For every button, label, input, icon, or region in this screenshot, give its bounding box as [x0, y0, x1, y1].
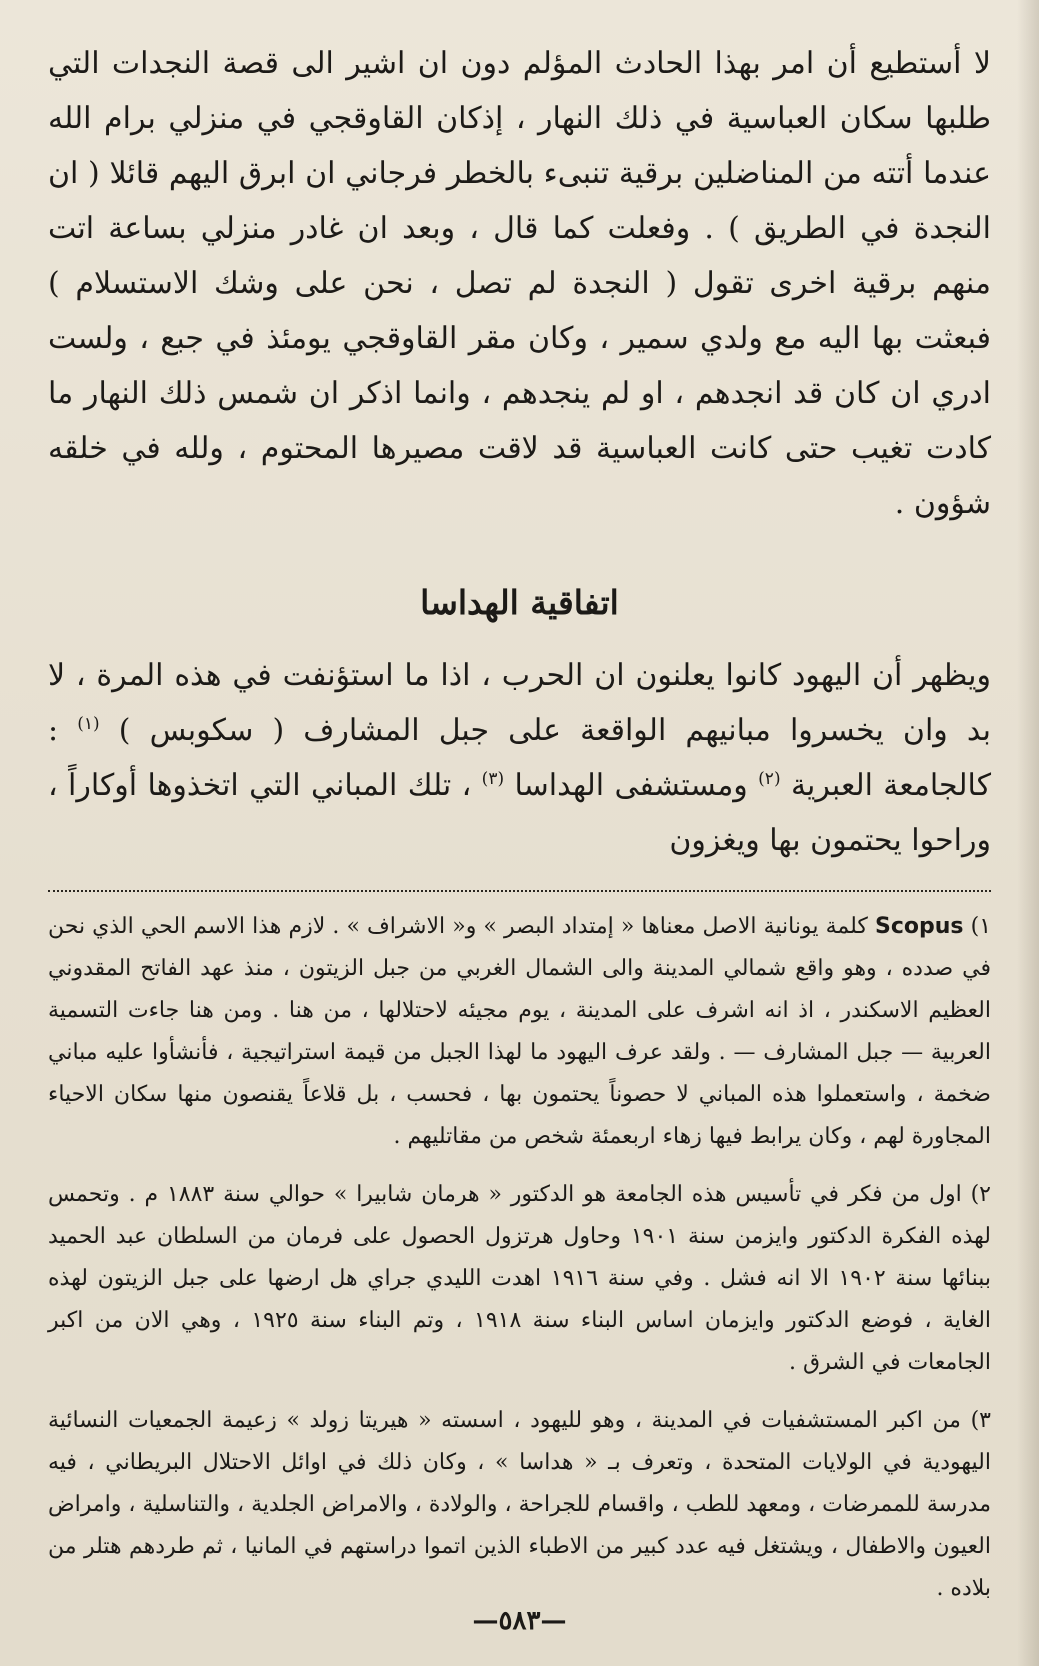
footnote-ref-1: (١) — [77, 714, 100, 734]
footnote-text: كلمة يونانية الاصل معناها « إمتداد البصر » و« الاشراف » . لازم هذا الاسم الحي الذي نحن في صدده ، وهو واقع شمالي المدينة والى الشمال الغربي من جبل الزيتون ، منذ عهد الفاتح المقدوني العظيم الاسكندر ، اذ انه اشرف على المدينة ، يوم مجيئه لاحتلالها ، من هنا . ومن هنا جاءت التسمية العربية — جبل المشارف — . ولقد عرف اليهود ما لهذا الجبل من قيمة استراتيجية ، فأنشأوا عليه مباني ضخمة ، واستعملوا هذه المباني لا حصوناً يحتمون بها ، فحسب ، بل قلاعاً يقنصون منها سكان الاحياء المجاورة لهم ، وكان يرابط فيها زهاء اربعمئة شخص من مقاتليهم . — [48, 914, 991, 1149]
footnote-3: ٣) من اكبر المستشفيات في المدينة ، وهو لليهود ، اسسته « هيريتا زولد » زعيمة الجمعيات النسائية اليهودية في الولايات المتحدة ، وتعرف بـ « هداسا » ، وكان ذلك في اوائل الاحتلال البريطاني ، فيه مدرسة للممرضات ، ومعهد للطب ، واقسام للجراحة ، والولادة ، والامراض الجلدية ، والتناسلية ، وامراض العيون والاطفال ، ويشتغل فيه عدد كبير من الاطباء الذين اتموا دراستهم في المانيا ، ثم طردهم هتلر من بلاده . — [47, 1408, 991, 1601]
footnote-divider — [48, 890, 991, 892]
footnote-1 — [48, 906, 991, 1158]
footnote-ref-3: (٣) — [481, 769, 505, 789]
footnote-2: ٢) اول من فكر في تأسيس هذه الجامعة هو الدكتور « هرمان شابيرا » حوالي سنة ١٨٨٣ م . وتحمس لهذه الفكرة الدكتور وايزمن سنة ١٩٠١ وحاول هرتزول الحصول على فرمان من السلطان عبد الحميد ببنائها سنة ١٩٠٢ الا انه فشل . وفي سنة ١٩١٦ اهدت الليدي جراي هل ارضها على جبل الزيتون لهذه الغاية ، فوضع الدكتور وايزمان اساس البناء سنة ١٩١٨ ، وتم البناء سنة ١٩٢٥ ، وهي الان من اكبر الجامعات في الشرق . — [48, 1182, 992, 1375]
page-number: —٥٨٣— — [472, 1606, 567, 1636]
body-paragraph: لا أستطيع أن امر بهذا الحادث المؤلم دون ان اشير الى قصة النجدات التي طلبها سكان العباسية في ذلك النهار ، إذكان القاوقجي في منزلي برام الله عندما أتته من المناضلين برقية تنبىء بالخطر فرجاني ان ابرق اليهم قائلا ( ان النجدة في الطريق ) . وفعلت كما قال ، وبعد ان غادر منزلي بساعة اتت منهم برقية اخرى تقول ( النجدة لم تصل ، نحن على وشك الاستسلام ) فبعثت بها اليه مع ولدي سمير ، وكان مقر القاوقجي يومئذ في جبع ، ولست ادري ان كان قد انجدهم ، او لم ينجدهم ، وانما اذكر ان شمس ذلك النهار ما كادت تغيب حتى كانت العباسية قد لاقت مصيرها المحتوم ، ولله في خلقه شؤون . — [48, 46, 991, 521]
section-title: اتفاقية الهداسا — [420, 583, 619, 622]
footnote-ref-2: (٢) — [758, 769, 781, 789]
footnote-number: ١) — [970, 914, 992, 939]
paragraph-text: ويظهر أن اليهود كانوا يعلنون ان الحرب ، اذا ما استؤنفت في هذه المرة ، لا بد وان يخسروا مبانيهم الواقعة على جبل المشارف ( سكوبس ) — [48, 658, 991, 748]
paragraph-text: ومستشفى الهداسا — [514, 768, 748, 803]
paragraph-text: ، تلك المباني التي اتخذوها أوكاراً ، وراحوا يحتمون بها ويغزون — [48, 768, 991, 858]
latin-term: Scopus — [874, 914, 964, 939]
body-paragraph-hadassah — [48, 648, 991, 868]
paragraph-text: : كالجامعة العبرية — [48, 713, 991, 803]
